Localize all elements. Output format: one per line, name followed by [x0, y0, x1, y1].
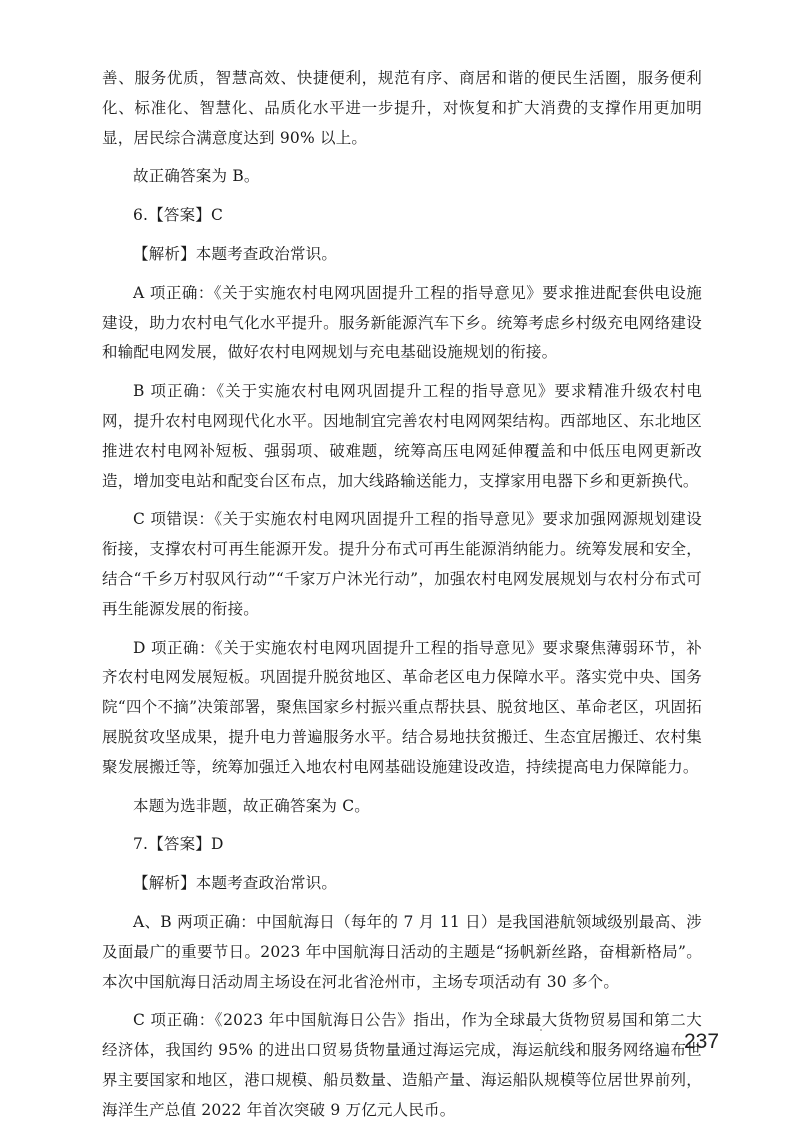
answer-conclusion-5: 故正确答案为 B。 — [133, 167, 260, 186]
option-c-explanation-6: C 项错误：《关于实施农村电网巩固提升工程的指导意见》要求加强网源规划建设衔接，支撑农村可再生能源开发。提升分布式可再生能源消纳能力。统筹发展和安全，结合“千乡万村驭风行动”“千家万户沐光行动”，加强农村电网发展规划与农村分布式可再生能源发展的衔接。 — [102, 510, 702, 618]
analysis-heading-6: 【解析】本题考查政治常识。 — [133, 244, 338, 263]
answer-heading-6: 6.【答案】C — [133, 206, 224, 225]
analysis-heading-7: 【解析】本题考查政治常识。 — [133, 874, 338, 893]
page-number: 237 — [684, 1030, 720, 1053]
document-body — [102, 64, 702, 1126]
answer-conclusion-6: 本题为选非题，故正确答案为 C。 — [133, 796, 370, 815]
option-a-explanation-6: A 项正确：《关于实施农村电网巩固提升工程的指导意见》要求推进配套供电设施建设，助力农村电气化水平提升。服务新能源汽车下乡。统筹考虑乡村级充电网络建设和输配电网发展，做好农村电网规划与充电基础设施规划的衔接。 — [102, 283, 702, 362]
option-ab-explanation-7: A、B 两项正确：中国航海日（每年的 7 月 11 日）是我国港航领域级别最高、涉及面最广的重要节日。2023 年中国航海日活动的主题是“扬帆新丝路，奋楫新格局”。本次中国航海日活动周主场设在河北省沧州市，主场专项活动有 30 多个。 — [102, 912, 702, 991]
option-b-explanation-6: B 项正确：《关于实施农村电网巩固提升工程的指导意见》要求精准升级农村电网，提升农村电网现代化水平。因地制宜完善农村电网网架结构。西部地区、东北地区推进农村电网补短板、强弱项、破难题，统筹高压电网延伸覆盖和中低压电网更新改造，增加变电站和配变台区布点，加大线路输送能力，支撑家用电器下乡和更新换代。 — [102, 382, 702, 490]
option-d-explanation-6: D 项正确：《关于实施农村电网巩固提升工程的指导意见》要求聚焦薄弱环节，补齐农村电网发展短板。巩固提升脱贫地区、革命老区电力保障水平。落实党中央、国务院“四个不摘”决策部署，聚焦国家乡村振兴重点帮扶县、脱贫地区、革命老区，巩固拓展脱贫攻坚成果，提升电力普遍服务水平。结合易地扶贫搬迁、生态宜居搬迁、农村集聚发展搬迁等，统筹加强迁入地农村电网基础设施建设改造，持续提高电力保障能力。 — [102, 638, 702, 776]
option-c-explanation-7: C 项正确：《2023 年中国航海日公告》指出，作为全球最大货物贸易国和第二大经济体，我国约 95% 的进出口贸易货物量通过海运完成，海运航线和服务网络遍布世界主要国家和地区，港口规模、船员数量、造船产量、海运船队规模等位居世界前列，海洋生产总值 2022 年首次突破 9 万亿元人民币。 — [102, 1011, 702, 1119]
scan-speck — [540, 1029, 542, 1031]
paragraph-continuation: 善、服务优质，智慧高效、快捷便利，规范有序、商居和谐的便民生活圈，服务便利化、标准化、智慧化、品质化水平进一步提升，对恢复和扩大消费的支撑作用更加明显，居民综合满意度达到 90% 以上。 — [102, 69, 702, 147]
answer-heading-7: 7.【答案】D — [133, 835, 224, 854]
